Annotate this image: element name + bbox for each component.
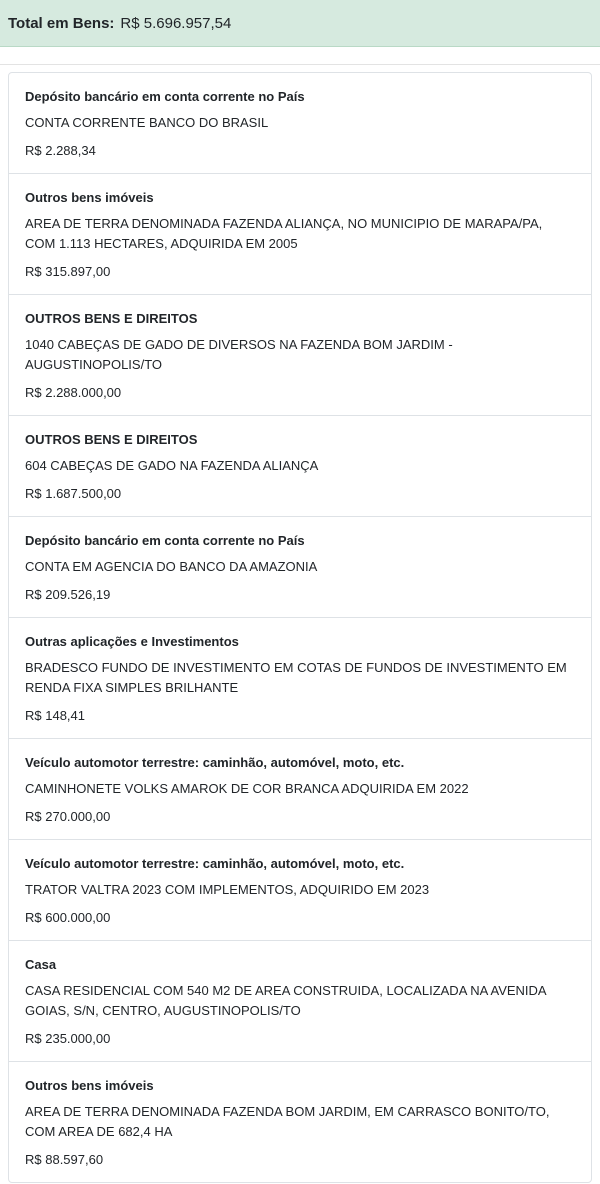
asset-description: 1040 CABEÇAS DE GADO DE DIVERSOS NA FAZENDA BOM JARDIM - AUGUSTINOPOLIS/TO <box>25 337 453 372</box>
asset-item <box>9 1062 591 1182</box>
total-assets-bar <box>0 0 600 47</box>
asset-value: R$ 270.000,00 <box>25 809 111 824</box>
asset-value: R$ 148,41 <box>25 708 85 723</box>
asset-value: R$ 2.288,34 <box>25 143 96 158</box>
asset-description: TRATOR VALTRA 2023 COM IMPLEMENTOS, ADQUIRIDO EM 2023 <box>25 882 430 897</box>
asset-type: Casa <box>25 957 57 972</box>
asset-item <box>9 941 591 1062</box>
asset-type: OUTROS BENS E DIREITOS <box>25 311 198 326</box>
asset-description: AREA DE TERRA DENOMINADA FAZENDA ALIANÇA, NO MUNICIPIO DE MARAPA/PA, COM 1.113 HECTARES, ADQUIRIDA EM 2005 <box>25 216 543 251</box>
asset-item <box>9 618 591 739</box>
asset-type: Depósito bancário em conta corrente no País <box>25 89 305 104</box>
asset-value: R$ 600.000,00 <box>25 910 111 925</box>
asset-item <box>9 517 591 618</box>
assets-list <box>8 72 592 1183</box>
asset-description: 604 CABEÇAS DE GADO NA FAZENDA ALIANÇA <box>25 458 319 473</box>
asset-value: R$ 88.597,60 <box>25 1152 104 1167</box>
asset-type: Outras aplicações e Investimentos <box>25 634 239 649</box>
asset-type: Veículo automotor terrestre: caminhão, automóvel, moto, etc. <box>25 755 405 770</box>
asset-value: R$ 2.288.000,00 <box>25 385 122 400</box>
asset-description: CONTA CORRENTE BANCO DO BRASIL <box>25 115 269 130</box>
asset-description: CONTA EM AGENCIA DO BANCO DA AMAZONIA <box>25 559 318 574</box>
asset-type: Outros bens imóveis <box>25 1078 154 1093</box>
asset-type: Depósito bancário em conta corrente no País <box>25 533 305 548</box>
asset-description: AREA DE TERRA DENOMINADA FAZENDA BOM JARDIM, EM CARRASCO BONITO/TO, COM AREA DE 682,4 HA <box>25 1104 550 1139</box>
asset-value: R$ 235.000,00 <box>25 1031 111 1046</box>
asset-value: R$ 1.687.500,00 <box>25 486 122 501</box>
asset-item <box>9 295 591 416</box>
asset-item <box>9 174 591 295</box>
asset-type: Veículo automotor terrestre: caminhão, automóvel, moto, etc. <box>25 856 405 871</box>
asset-item <box>9 840 591 941</box>
total-assets-value: R$ 5.696.957,54 <box>120 14 232 32</box>
asset-item <box>9 416 591 517</box>
asset-description: CAMINHONETE VOLKS AMAROK DE COR BRANCA ADQUIRIDA EM 2022 <box>25 781 469 796</box>
asset-description: CASA RESIDENCIAL COM 540 M2 DE AREA CONSTRUIDA, LOCALIZADA NA AVENIDA GOIAS, S/N, CENTRO, AUGUSTINOPOLIS/TO <box>25 983 546 1018</box>
asset-value: R$ 209.526,19 <box>25 587 111 602</box>
total-assets-label: Total em Bens: <box>8 14 115 32</box>
asset-type: Outros bens imóveis <box>25 190 154 205</box>
divider <box>0 64 600 65</box>
asset-value: R$ 315.897,00 <box>25 264 111 279</box>
asset-item <box>9 739 591 840</box>
asset-description: BRADESCO FUNDO DE INVESTIMENTO EM COTAS DE FUNDOS DE INVESTIMENTO EM RENDA FIXA SIMPLES BRILHANTE <box>25 660 567 695</box>
asset-type: OUTROS BENS E DIREITOS <box>25 432 198 447</box>
asset-item <box>9 73 591 174</box>
